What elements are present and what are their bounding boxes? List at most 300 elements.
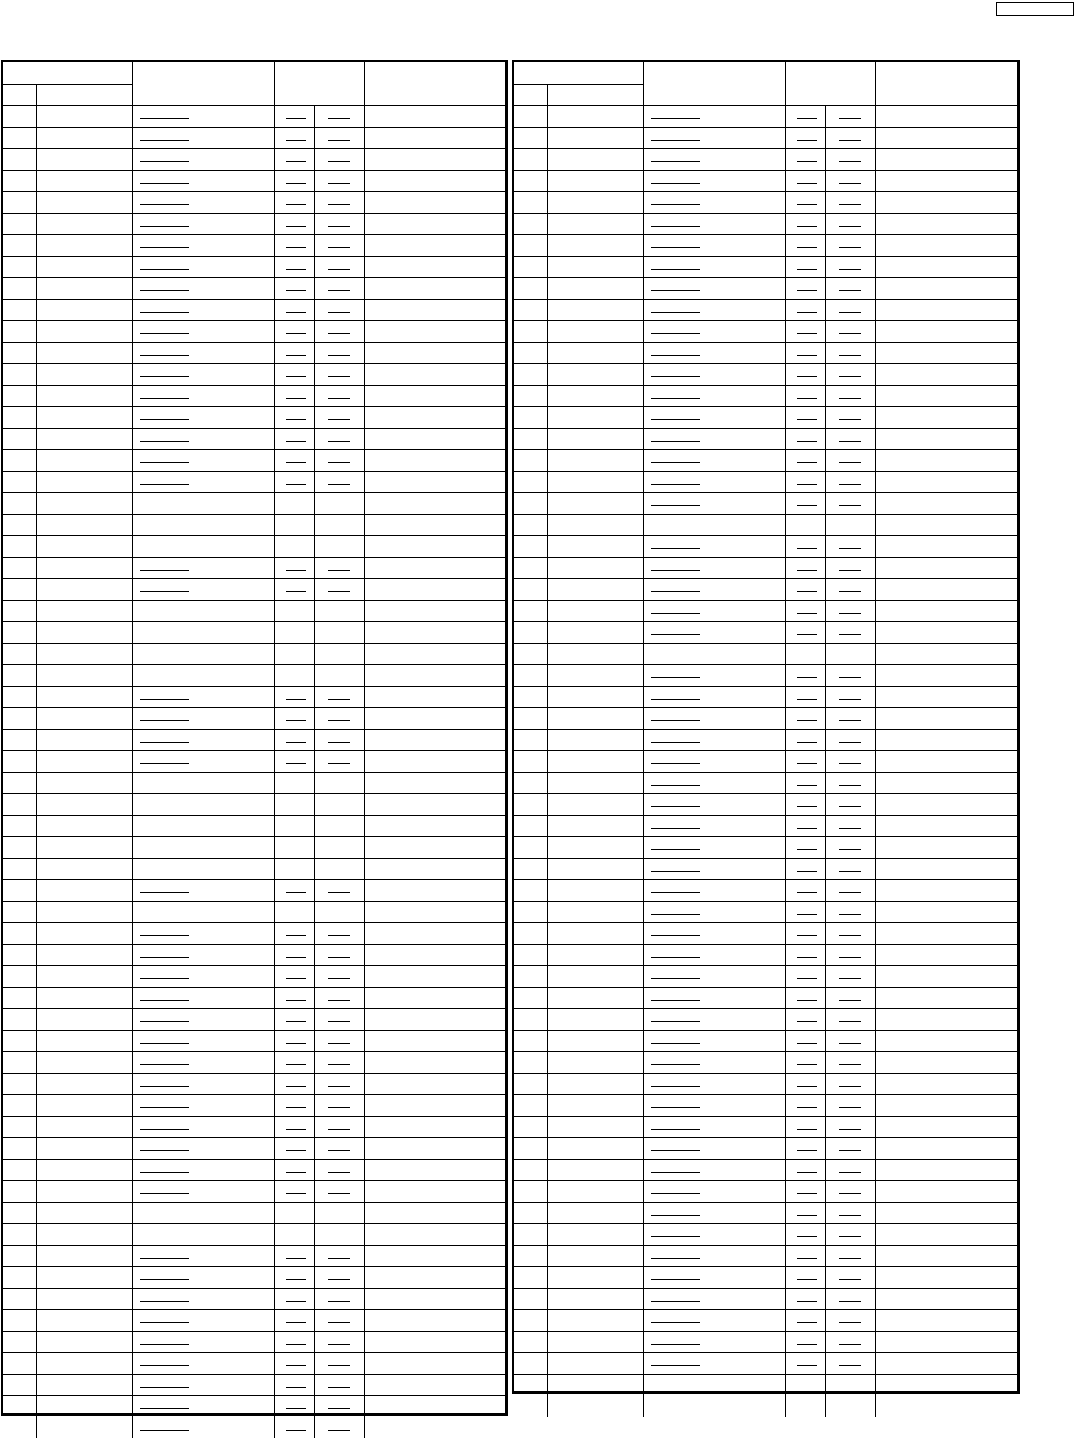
- right-table-cell-mark: [839, 699, 861, 700]
- left-table-row-rule: [3, 449, 505, 450]
- right-table-row-rule: [514, 1309, 1017, 1310]
- right-table-cell-mark: [839, 1021, 861, 1022]
- right-table-cell-mark: [839, 742, 861, 743]
- right-table-row-rule: [514, 772, 1017, 773]
- left-table-cell-mark: [140, 570, 189, 571]
- left-table-cell-mark: [140, 978, 189, 979]
- left-table-row-rule: [3, 471, 505, 472]
- right-table-row-rule: [514, 578, 1017, 579]
- left-table-cell-mark: [140, 1365, 189, 1366]
- left-table-row-rule: [3, 191, 505, 192]
- right-table-cell-mark: [839, 333, 861, 334]
- right-table-cell-mark: [839, 548, 861, 549]
- right-table-cell-mark: [797, 398, 817, 399]
- right-table-cell-mark: [797, 871, 817, 872]
- left-table-cell-mark: [328, 118, 350, 119]
- right-table-row-rule: [514, 901, 1017, 902]
- left-table-row-rule: [3, 1395, 505, 1396]
- left-table-cell-mark: [328, 1000, 350, 1001]
- right-table-cell-mark: [797, 1236, 817, 1237]
- left-table-cell-mark: [140, 699, 189, 700]
- right-table-cell-mark: [651, 269, 700, 270]
- right-table-cell-mark: [651, 548, 700, 549]
- left-table-cell-mark: [286, 183, 306, 184]
- right-table-cell-mark: [839, 806, 861, 807]
- left-table-cell-mark: [140, 1172, 189, 1173]
- left-table-cell-mark: [328, 978, 350, 979]
- right-table-cell-mark: [839, 462, 861, 463]
- right-table-cell-mark: [839, 1258, 861, 1259]
- right-table-cell-mark: [839, 484, 861, 485]
- right-table-cell-mark: [797, 183, 817, 184]
- right-table-cell-mark: [651, 484, 700, 485]
- right-table-cell-mark: [797, 462, 817, 463]
- right-table-cell-mark: [651, 290, 700, 291]
- right-table-cell-mark: [839, 1172, 861, 1173]
- right-table-cell-mark: [797, 699, 817, 700]
- right-table-row-rule: [514, 428, 1017, 429]
- left-table-row-rule: [3, 1266, 505, 1267]
- left-table-row-rule: [3, 1051, 505, 1052]
- left-table-row-rule: [3, 858, 505, 859]
- right-table-cell-mark: [839, 634, 861, 635]
- left-table-cell-mark: [286, 570, 306, 571]
- left-table-row-rule: [3, 277, 505, 278]
- left-table-cell-mark: [286, 1043, 306, 1044]
- right-table-cell-mark: [797, 419, 817, 420]
- left-table-cell-mark: [140, 161, 189, 162]
- right-table-row-rule: [514, 1051, 1017, 1052]
- left-table-cell-mark: [328, 1365, 350, 1366]
- right-table-cell-mark: [839, 1000, 861, 1001]
- right-table-row-rule: [514, 213, 1017, 214]
- left-table-cell-mark: [328, 441, 350, 442]
- right-table-cell-mark: [839, 720, 861, 721]
- left-table-row-rule: [3, 363, 505, 364]
- right-table-cell-mark: [651, 247, 700, 248]
- left-table-row-rule: [3, 1116, 505, 1117]
- left-table-cell-mark: [286, 269, 306, 270]
- right-table-column-divider: [825, 105, 826, 1417]
- left-table-cell-mark: [286, 355, 306, 356]
- right-table-cell-mark: [839, 957, 861, 958]
- right-table-cell-mark: [797, 269, 817, 270]
- right-table-cell-mark: [839, 1107, 861, 1108]
- right-table-cell-mark: [651, 183, 700, 184]
- left-table-row-rule: [3, 707, 505, 708]
- right-table-cell-mark: [839, 183, 861, 184]
- right-table-cell-mark: [797, 720, 817, 721]
- right-table-cell-mark: [797, 1000, 817, 1001]
- right-table-cell-mark: [651, 1086, 700, 1087]
- left-table-cell-mark: [286, 333, 306, 334]
- right-table-cell-mark: [797, 591, 817, 592]
- right-table-row-rule: [514, 879, 1017, 880]
- right-table-cell-mark: [651, 1215, 700, 1216]
- right-table-cell-mark: [797, 548, 817, 549]
- right-table-cell-mark: [839, 247, 861, 248]
- left-table-cell-mark: [286, 1086, 306, 1087]
- right-table-cell-mark: [839, 376, 861, 377]
- left-table-cell-mark: [140, 140, 189, 141]
- left-table-cell-mark: [140, 312, 189, 313]
- left-table-row-rule: [3, 428, 505, 429]
- right-table-cell-mark: [839, 1193, 861, 1194]
- left-table-row-rule: [3, 1202, 505, 1203]
- right-table-row-rule: [514, 922, 1017, 923]
- right-table-cell-mark: [797, 957, 817, 958]
- right-table-cell-mark: [651, 226, 700, 227]
- left-table-cell-mark: [328, 1301, 350, 1302]
- right-table-row-rule: [514, 299, 1017, 300]
- right-table-cell-mark: [797, 978, 817, 979]
- left-table-row-rule: [3, 1309, 505, 1310]
- left-table-cell-mark: [286, 1387, 306, 1388]
- left-table-row-rule: [3, 944, 505, 945]
- right-table-row-rule: [514, 600, 1017, 601]
- left-table-cell-mark: [140, 247, 189, 248]
- right-table-cell-mark: [797, 742, 817, 743]
- left-table-cell-mark: [328, 1172, 350, 1173]
- right-table-cell-mark: [839, 419, 861, 420]
- left-table-cell-mark: [140, 484, 189, 485]
- right-table-cell-mark: [839, 785, 861, 786]
- right-table-row-rule: [514, 1116, 1017, 1117]
- right-table-row-rule: [514, 1352, 1017, 1353]
- left-table-row-rule: [3, 234, 505, 235]
- right-table-cell-mark: [651, 634, 700, 635]
- left-table-cell-mark: [286, 720, 306, 721]
- right-table-cell-mark: [651, 204, 700, 205]
- right-table-cell-mark: [651, 505, 700, 506]
- right-table-cell-mark: [839, 226, 861, 227]
- right-table-cell-mark: [797, 1150, 817, 1151]
- left-table-cell-mark: [140, 333, 189, 334]
- left-table-cell-mark: [286, 398, 306, 399]
- right-table-row-rule: [514, 1331, 1017, 1332]
- right-table-row-rule: [514, 1030, 1017, 1031]
- left-table-row-rule: [3, 901, 505, 902]
- right-table-cell-mark: [839, 677, 861, 678]
- right-table-cell-mark: [839, 1129, 861, 1130]
- right-table-row-rule: [514, 815, 1017, 816]
- right-table-row-rule: [514, 729, 1017, 730]
- left-table-cell-mark: [140, 1387, 189, 1388]
- right-table-cell-mark: [651, 849, 700, 850]
- right-table-cell-mark: [839, 570, 861, 571]
- right-table-cell-mark: [651, 763, 700, 764]
- left-table-row-rule: [3, 643, 505, 644]
- right-table-cell-mark: [797, 1086, 817, 1087]
- left-table-cell-mark: [328, 742, 350, 743]
- left-table-cell-mark: [140, 1000, 189, 1001]
- left-table-row-rule: [3, 213, 505, 214]
- right-table-cell-mark: [839, 892, 861, 893]
- right-table-cell-mark: [651, 1064, 700, 1065]
- left-table-cell-mark: [140, 1107, 189, 1108]
- right-table-cell-mark: [839, 935, 861, 936]
- right-table-row-rule: [514, 1073, 1017, 1074]
- right-table-cell-mark: [839, 1365, 861, 1366]
- left-table-cell-mark: [328, 1064, 350, 1065]
- right-table-cell-mark: [839, 312, 861, 313]
- left-table-cell-mark: [328, 591, 350, 592]
- left-table-cell-mark: [286, 484, 306, 485]
- right-table-cell-mark: [839, 398, 861, 399]
- left-table-cell-mark: [140, 1408, 189, 1409]
- left-table-cell-mark: [286, 441, 306, 442]
- left-table-cell-mark: [328, 376, 350, 377]
- left-table-cell-mark: [140, 591, 189, 592]
- left-table-cell-mark: [328, 1043, 350, 1044]
- right-table-cell-mark: [797, 505, 817, 506]
- left-table-cell-mark: [328, 1322, 350, 1323]
- left-table-cell-mark: [140, 1129, 189, 1130]
- right-table-cell-mark: [651, 720, 700, 721]
- right-table-cell-mark: [797, 828, 817, 829]
- right-table-cell-mark: [797, 247, 817, 248]
- right-table-cell-mark: [797, 1301, 817, 1302]
- left-table-cell-mark: [140, 957, 189, 958]
- right-table-cell-mark: [839, 914, 861, 915]
- right-table-row-rule: [514, 385, 1017, 386]
- left-table-row-rule: [3, 793, 505, 794]
- left-table-cell-mark: [328, 419, 350, 420]
- right-table-cell-mark: [651, 1258, 700, 1259]
- right-table-cell-mark: [839, 290, 861, 291]
- right-table-cell-mark: [839, 441, 861, 442]
- left-table-row-rule: [3, 1180, 505, 1181]
- right-table-row-rule: [514, 1374, 1017, 1375]
- left-table-cell-mark: [286, 978, 306, 979]
- right-table-cell-mark: [839, 505, 861, 506]
- left-table-cell-mark: [140, 441, 189, 442]
- right-table-cell-mark: [797, 785, 817, 786]
- right-table-cell-mark: [797, 1064, 817, 1065]
- left-table-cell-mark: [328, 484, 350, 485]
- left-table-row-rule: [3, 535, 505, 536]
- right-table-cell-mark: [839, 1150, 861, 1151]
- right-table-cell-mark: [651, 892, 700, 893]
- right-table-cell-mark: [839, 591, 861, 592]
- right-table-cell-mark: [839, 1344, 861, 1345]
- left-table-row-rule: [3, 836, 505, 837]
- left-table-cell-mark: [286, 204, 306, 205]
- left-table-row-rule: [3, 1008, 505, 1009]
- left-table-cell-mark: [328, 290, 350, 291]
- right-table-cell-mark: [839, 161, 861, 162]
- left-table-cell-mark: [140, 226, 189, 227]
- left-table-cell-mark: [328, 1387, 350, 1388]
- right-table-cell-mark: [797, 677, 817, 678]
- right-table-row-rule: [514, 1094, 1017, 1095]
- right-table-cell-mark: [797, 935, 817, 936]
- right-table-cell-mark: [651, 828, 700, 829]
- right-table-cell-mark: [797, 849, 817, 850]
- left-table-cell-mark: [328, 462, 350, 463]
- left-table-header-rule: [3, 105, 505, 106]
- right-table-cell-mark: [651, 677, 700, 678]
- right-table-cell-mark: [797, 1021, 817, 1022]
- right-table-cell-mark: [797, 1258, 817, 1259]
- left-table-cell-mark: [140, 376, 189, 377]
- right-table-cell-mark: [651, 441, 700, 442]
- right-table-cell-mark: [797, 441, 817, 442]
- left-table-cell-mark: [328, 398, 350, 399]
- right-table-cell-mark: [797, 570, 817, 571]
- left-table-cell-mark: [140, 183, 189, 184]
- left-table-cell-mark: [286, 1172, 306, 1173]
- left-table-cell-mark: [286, 290, 306, 291]
- right-table-row-rule: [514, 707, 1017, 708]
- left-table-cell-mark: [328, 763, 350, 764]
- left-table-row-rule: [3, 1245, 505, 1246]
- right-table-row-rule: [514, 836, 1017, 837]
- left-table-row-rule: [3, 750, 505, 751]
- right-table-cell-mark: [797, 226, 817, 227]
- left-table-header-subline: [3, 84, 132, 85]
- right-table-cell-mark: [839, 1043, 861, 1044]
- right-table-column-divider: [643, 62, 644, 1417]
- right-table-cell-mark: [797, 1344, 817, 1345]
- right-table-cell-mark: [839, 828, 861, 829]
- left-table-cell-mark: [286, 247, 306, 248]
- right-table-cell-mark: [839, 1086, 861, 1087]
- left-table-cell-mark: [140, 118, 189, 119]
- left-table-cell-mark: [286, 376, 306, 377]
- right-table-cell-mark: [651, 1043, 700, 1044]
- right-table-cell-mark: [797, 1365, 817, 1366]
- parts-list-table-right: [512, 60, 1020, 1394]
- right-table-row-rule: [514, 1137, 1017, 1138]
- left-table-row-rule: [3, 1137, 505, 1138]
- parts-list-table-left: [1, 60, 508, 1416]
- left-table-cell-mark: [286, 699, 306, 700]
- right-table-cell-mark: [651, 935, 700, 936]
- left-table-cell-mark: [140, 763, 189, 764]
- left-table-row-rule: [3, 922, 505, 923]
- right-table-cell-mark: [797, 1215, 817, 1216]
- left-table-cell-mark: [286, 1107, 306, 1108]
- right-table-cell-mark: [839, 849, 861, 850]
- right-table-cell-mark: [797, 1107, 817, 1108]
- left-table-cell-mark: [328, 1086, 350, 1087]
- left-table-cell-mark: [286, 1150, 306, 1151]
- left-table-cell-mark: [140, 419, 189, 420]
- left-table-cell-mark: [328, 892, 350, 893]
- right-table-cell-mark: [651, 140, 700, 141]
- right-table-cell-mark: [839, 140, 861, 141]
- left-table-row-rule: [3, 578, 505, 579]
- right-table-cell-mark: [797, 1043, 817, 1044]
- right-table-cell-mark: [797, 1279, 817, 1280]
- left-table-cell-mark: [286, 140, 306, 141]
- right-table-cell-mark: [797, 140, 817, 141]
- right-table-cell-mark: [651, 1322, 700, 1323]
- left-table-cell-mark: [328, 1408, 350, 1409]
- right-table-cell-mark: [839, 1215, 861, 1216]
- left-table-cell-mark: [140, 1344, 189, 1345]
- right-table-row-rule: [514, 1245, 1017, 1246]
- right-table-row-rule: [514, 342, 1017, 343]
- right-table-cell-mark: [651, 978, 700, 979]
- left-table-cell-mark: [286, 1258, 306, 1259]
- right-table-row-rule: [514, 750, 1017, 751]
- right-table-cell-mark: [651, 785, 700, 786]
- right-table-cell-mark: [797, 204, 817, 205]
- right-table-cell-mark: [797, 806, 817, 807]
- left-table-row-rule: [3, 1073, 505, 1074]
- right-table-row-rule: [514, 1008, 1017, 1009]
- left-table-cell-mark: [286, 957, 306, 958]
- right-table-row-rule: [514, 363, 1017, 364]
- left-table-cell-mark: [140, 1064, 189, 1065]
- right-table-cell-mark: [651, 355, 700, 356]
- right-table-row-rule: [514, 256, 1017, 257]
- right-table-cell-mark: [839, 1236, 861, 1237]
- left-table-cell-mark: [140, 1258, 189, 1259]
- right-table-cell-mark: [797, 1193, 817, 1194]
- right-table-row-rule: [514, 514, 1017, 515]
- left-table-cell-mark: [286, 935, 306, 936]
- right-table-header-rule: [514, 105, 1017, 106]
- right-table-row-rule: [514, 148, 1017, 149]
- right-table-cell-mark: [797, 634, 817, 635]
- left-table-cell-mark: [286, 892, 306, 893]
- left-table-cell-mark: [140, 1193, 189, 1194]
- left-table-cell-mark: [328, 140, 350, 141]
- left-table-row-rule: [3, 320, 505, 321]
- right-table-row-rule: [514, 277, 1017, 278]
- right-table-row-rule: [514, 1202, 1017, 1203]
- left-table-cell-mark: [286, 1000, 306, 1001]
- right-table-cell-mark: [839, 613, 861, 614]
- left-table-row-rule: [3, 987, 505, 988]
- right-table-cell-mark: [651, 1129, 700, 1130]
- left-table-row-rule: [3, 342, 505, 343]
- page-number-box: [996, 2, 1074, 16]
- right-table-cell-mark: [651, 1107, 700, 1108]
- right-table-cell-mark: [797, 892, 817, 893]
- right-table-cell-mark: [651, 742, 700, 743]
- left-table-cell-mark: [140, 1043, 189, 1044]
- left-table-row-rule: [3, 879, 505, 880]
- right-table-row-rule: [514, 234, 1017, 235]
- left-table-cell-mark: [328, 570, 350, 571]
- right-table-cell-mark: [651, 333, 700, 334]
- right-table-cell-mark: [651, 462, 700, 463]
- right-table-cell-mark: [839, 1301, 861, 1302]
- left-table-cell-mark: [286, 742, 306, 743]
- right-table-cell-mark: [839, 1279, 861, 1280]
- right-table-cell-mark: [797, 613, 817, 614]
- right-table-cell-mark: [839, 269, 861, 270]
- left-table-cell-mark: [328, 957, 350, 958]
- left-table-cell-mark: [140, 1086, 189, 1087]
- right-table-cell-mark: [651, 570, 700, 571]
- left-table-cell-mark: [286, 1279, 306, 1280]
- right-table-cell-mark: [651, 591, 700, 592]
- right-table-row-rule: [514, 621, 1017, 622]
- left-table-cell-mark: [286, 419, 306, 420]
- left-table-cell-mark: [140, 1021, 189, 1022]
- left-table-cell-mark: [286, 1064, 306, 1065]
- right-table-row-rule: [514, 1159, 1017, 1160]
- left-table-cell-mark: [140, 935, 189, 936]
- left-table-cell-mark: [328, 247, 350, 248]
- left-table-row-rule: [3, 406, 505, 407]
- left-table-cell-mark: [140, 742, 189, 743]
